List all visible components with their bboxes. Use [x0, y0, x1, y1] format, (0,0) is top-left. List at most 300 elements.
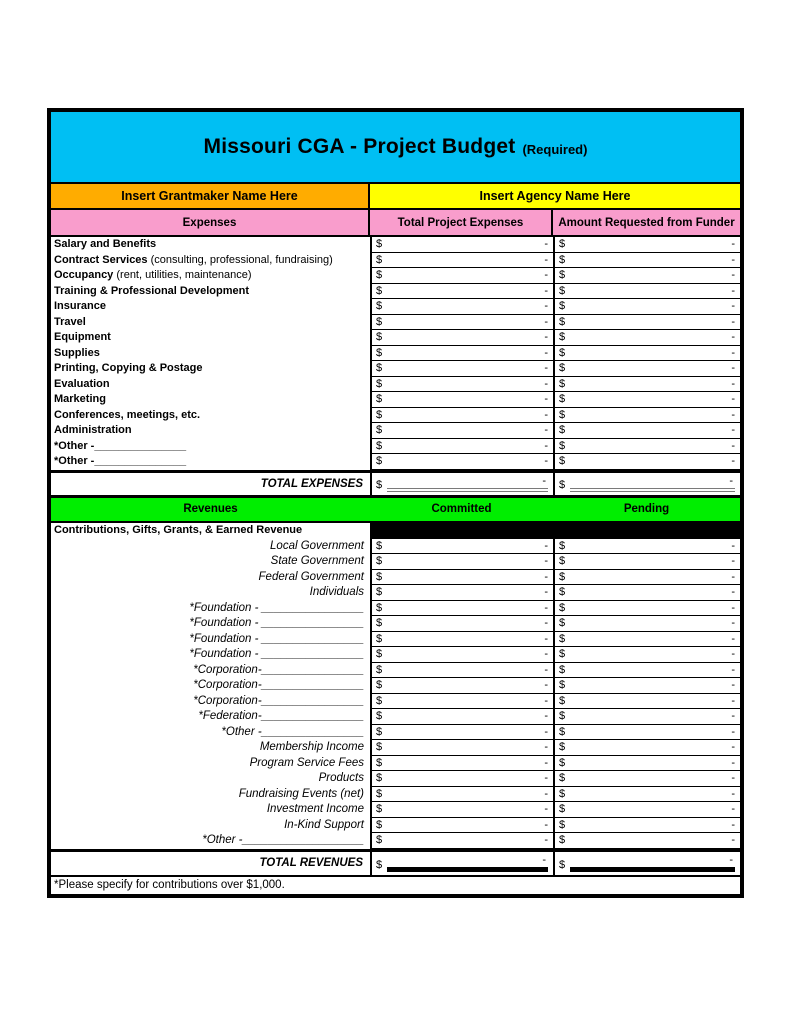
dollar-sign: $: [376, 315, 383, 328]
expense-label: Marketing: [54, 393, 106, 405]
revenue-row: [51, 771, 740, 787]
pending-cell[interactable]: [553, 694, 740, 710]
dollar-sign: $: [559, 269, 566, 282]
amount-value: -: [544, 315, 548, 328]
committed-cell[interactable]: [370, 740, 553, 756]
revenue-label: *Corporation-________________: [193, 694, 364, 707]
amount-value: -: [731, 300, 735, 313]
revenue-label: *Foundation - ________________: [189, 632, 364, 645]
amount-value: -: [544, 803, 548, 816]
dollar-sign: $: [559, 803, 566, 816]
revenue-row: [51, 756, 740, 772]
revenue-label: *Foundation - ________________: [189, 617, 364, 629]
expense-row: [51, 253, 740, 269]
expense-row: [51, 330, 740, 346]
amount-value: -: [731, 253, 735, 266]
amount-value: -: [544, 741, 548, 754]
amount-requested-cell[interactable]: [553, 346, 740, 362]
dollar-sign: $: [376, 586, 383, 599]
total-revenues-committed-cell: [370, 852, 553, 875]
expense-row: [51, 315, 740, 331]
dollar-sign: $: [559, 858, 566, 871]
dollar-sign: $: [376, 393, 383, 406]
amount-value: -: [731, 772, 735, 785]
revenue-label: *Foundation - ________________: [189, 601, 364, 614]
expense-row: [51, 361, 740, 377]
amount-value: -: [387, 475, 548, 492]
dollar-sign: $: [559, 617, 566, 630]
total-project-expenses-cell[interactable]: [370, 423, 553, 439]
revenue-row: [51, 539, 740, 555]
expense-label: Equipment: [54, 331, 111, 343]
revenue-row: [51, 678, 740, 694]
total-project-expenses-cell[interactable]: [370, 299, 553, 315]
revenue-rows: [51, 539, 740, 849]
dollar-sign: $: [376, 741, 383, 754]
committed-cell[interactable]: [370, 539, 553, 555]
total-expenses-requested-cell: [553, 473, 740, 495]
amount-value: -: [544, 300, 548, 313]
committed-cell[interactable]: [370, 787, 553, 803]
footnote-text: *Please specify for contributions over $1,000.: [54, 878, 285, 891]
amount-value: -: [731, 586, 735, 599]
section-black-bar: [370, 523, 740, 539]
revenue-label: *Corporation-________________: [193, 679, 364, 691]
total-project-expenses-cell[interactable]: [370, 408, 553, 424]
amount-value: -: [731, 570, 735, 583]
dollar-sign: $: [376, 803, 383, 816]
total-project-expenses-header: Total Project Expenses: [370, 210, 553, 235]
amount-value: -: [570, 475, 735, 492]
dollar-sign: $: [376, 617, 383, 630]
amount-value: -: [544, 632, 548, 645]
revenue-label: Individuals: [309, 586, 364, 598]
pending-cell[interactable]: [553, 616, 740, 632]
revenue-row: [51, 601, 740, 617]
revenue-label: Fundraising Events (net): [238, 787, 364, 800]
expense-row: [51, 439, 740, 455]
pending-cell[interactable]: [553, 678, 740, 694]
dollar-sign: $: [376, 772, 383, 785]
total-project-expenses-cell[interactable]: [370, 315, 553, 331]
total-project-expenses-cell[interactable]: [370, 284, 553, 300]
expense-row: [51, 284, 740, 300]
dollar-sign: $: [376, 555, 383, 568]
expense-row: [51, 346, 740, 362]
expense-label: Contract Services (consulting, professional, fundraising): [54, 253, 333, 266]
amount-requested-cell[interactable]: [553, 299, 740, 315]
amount-value: -: [731, 284, 735, 297]
revenue-row: [51, 725, 740, 741]
revenue-label: *Other -________________: [221, 725, 364, 738]
dollar-sign: $: [559, 253, 566, 266]
pending-cell[interactable]: [553, 802, 740, 818]
revenue-row: [51, 554, 740, 570]
expense-label: Printing, Copying & Postage: [54, 362, 203, 374]
total-project-expenses-cell[interactable]: [370, 454, 553, 470]
dollar-sign: $: [559, 586, 566, 599]
amount-requested-cell[interactable]: [553, 284, 740, 300]
amount-value: -: [731, 756, 735, 769]
dollar-sign: $: [559, 377, 566, 390]
dollar-sign: $: [559, 362, 566, 375]
amount-requested-cell[interactable]: [553, 377, 740, 393]
committed-cell[interactable]: [370, 756, 553, 772]
amount-value: -: [731, 834, 735, 847]
dollar-sign: $: [376, 362, 383, 375]
amount-value: -: [544, 284, 548, 297]
revenues-header-row: [51, 498, 740, 523]
amount-value: -: [544, 725, 548, 738]
amount-value: -: [731, 408, 735, 421]
dollar-sign: $: [376, 331, 383, 344]
dollar-sign: $: [559, 679, 566, 692]
pending-cell[interactable]: [553, 787, 740, 803]
revenue-row: [51, 787, 740, 803]
amount-value: -: [731, 455, 735, 468]
expense-row: [51, 268, 740, 284]
dollar-sign: $: [376, 834, 383, 847]
expense-label: Insurance: [54, 300, 106, 312]
pending-cell[interactable]: [553, 539, 740, 555]
amount-requested-cell[interactable]: [553, 423, 740, 439]
amount-value: -: [731, 694, 735, 707]
committed-cell[interactable]: [370, 632, 553, 648]
dollar-sign: $: [559, 478, 566, 491]
dollar-sign: $: [376, 238, 383, 251]
expense-label: Salary and Benefits: [54, 238, 157, 250]
total-project-expenses-cell[interactable]: [370, 330, 553, 346]
footnote-row: [51, 877, 740, 894]
dollar-sign: $: [376, 439, 383, 452]
title-required-note: (Required): [522, 141, 588, 157]
amount-value: -: [731, 663, 735, 676]
amount-value: -: [731, 439, 735, 452]
amount-value: -: [544, 818, 548, 831]
dollar-sign: $: [559, 818, 566, 831]
amount-value: -: [731, 741, 735, 754]
pending-cell[interactable]: [553, 818, 740, 834]
amount-value: -: [731, 617, 735, 630]
page-title: Missouri CGA - Project Budget: [203, 135, 516, 158]
revenue-label: Investment Income: [266, 803, 364, 815]
amount-value: -: [731, 601, 735, 614]
dollar-sign: $: [376, 346, 383, 359]
revenue-row: [51, 632, 740, 648]
total-project-expenses-cell[interactable]: [370, 392, 553, 408]
dollar-sign: $: [559, 756, 566, 769]
dollar-sign: $: [559, 601, 566, 614]
committed-header: Committed: [431, 503, 492, 515]
amount-value: -: [544, 555, 548, 568]
dollar-sign: $: [559, 284, 566, 297]
dollar-sign: $: [559, 787, 566, 800]
dollar-sign: $: [559, 331, 566, 344]
revenue-label: *Other -___________________: [202, 834, 364, 846]
dollar-sign: $: [376, 377, 383, 390]
names-row: [51, 184, 740, 210]
pending-cell[interactable]: [553, 601, 740, 617]
dollar-sign: $: [559, 408, 566, 421]
total-revenues-pending-cell: [553, 852, 740, 875]
total-expenses-project-cell: [370, 473, 553, 495]
dollar-sign: $: [559, 741, 566, 754]
amount-requested-cell[interactable]: [553, 237, 740, 253]
revenue-label: Federal Government: [258, 570, 364, 583]
revenue-label: Products: [318, 772, 364, 784]
expense-label: Administration: [54, 424, 132, 436]
dollar-sign: $: [376, 570, 383, 583]
amount-value: -: [544, 694, 548, 707]
amount-value: -: [731, 238, 735, 251]
amount-value: -: [544, 346, 548, 359]
amount-value: -: [731, 679, 735, 692]
amount-value: -: [731, 539, 735, 552]
amount-value: -: [544, 772, 548, 785]
total-project-expenses-cell[interactable]: [370, 346, 553, 362]
committed-cell[interactable]: [370, 802, 553, 818]
amount-value: -: [544, 710, 548, 723]
amount-value: -: [731, 393, 735, 406]
committed-cell[interactable]: [370, 833, 553, 849]
revenues-header-label: Revenues: [183, 503, 238, 515]
committed-cell[interactable]: [370, 585, 553, 601]
total-revenues-row: [51, 849, 740, 877]
revenue-label: State Government: [270, 555, 364, 567]
amount-value: -: [731, 710, 735, 723]
amount-value: -: [544, 269, 548, 282]
committed-cell[interactable]: [370, 647, 553, 663]
amount-value: -: [731, 632, 735, 645]
expenses-header-label: Expenses: [51, 210, 370, 235]
expense-row: [51, 408, 740, 424]
amount-value: -: [544, 617, 548, 630]
dollar-sign: $: [559, 539, 566, 552]
dollar-sign: $: [559, 315, 566, 328]
amount-value: -: [544, 238, 548, 251]
amount-requested-cell[interactable]: [553, 408, 740, 424]
amount-value: -: [544, 679, 548, 692]
total-expenses-label: TOTAL EXPENSES: [260, 477, 363, 490]
dollar-sign: $: [376, 679, 383, 692]
revenue-row: [51, 818, 740, 834]
amount-value: -: [731, 818, 735, 831]
pending-cell[interactable]: [553, 570, 740, 586]
expense-label: Travel: [54, 315, 86, 328]
amount-value: -: [731, 362, 735, 375]
committed-cell[interactable]: [370, 771, 553, 787]
total-expenses-row: [51, 470, 740, 498]
amount-value: -: [731, 331, 735, 344]
contributions-section-label: Contributions, Gifts, Grants, & Earned Revenue: [54, 523, 303, 536]
total-project-expenses-cell[interactable]: [370, 237, 553, 253]
committed-cell[interactable]: [370, 616, 553, 632]
dollar-sign: $: [376, 694, 383, 707]
amount-value: -: [544, 455, 548, 468]
amount-value: -: [544, 756, 548, 769]
amount-value: -: [544, 377, 548, 390]
committed-cell[interactable]: [370, 663, 553, 679]
title-band: [51, 112, 740, 184]
amount-value: -: [544, 586, 548, 599]
revenue-row: [51, 802, 740, 818]
amount-requested-cell[interactable]: [553, 439, 740, 455]
pending-cell[interactable]: [553, 632, 740, 648]
amount-value: -: [387, 854, 548, 872]
expense-label: *Other -_______________: [54, 439, 187, 452]
dollar-sign: $: [559, 632, 566, 645]
amount-value: -: [544, 424, 548, 437]
total-project-expenses-cell[interactable]: [370, 377, 553, 393]
amount-value: -: [570, 854, 735, 872]
dollar-sign: $: [376, 756, 383, 769]
dollar-sign: $: [376, 253, 383, 266]
total-project-expenses-cell[interactable]: [370, 253, 553, 269]
pending-cell[interactable]: [553, 709, 740, 725]
amount-value: -: [544, 331, 548, 344]
amount-value: -: [544, 362, 548, 375]
amount-value: -: [731, 648, 735, 661]
dollar-sign: $: [559, 694, 566, 707]
dollar-sign: $: [559, 710, 566, 723]
dollar-sign: $: [376, 284, 383, 297]
expense-row: [51, 392, 740, 408]
pending-cell[interactable]: [553, 725, 740, 741]
revenue-row: [51, 833, 740, 849]
amount-requested-cell[interactable]: [553, 330, 740, 346]
pending-cell[interactable]: [553, 554, 740, 570]
amount-requested-cell[interactable]: [553, 392, 740, 408]
committed-cell[interactable]: [370, 818, 553, 834]
dollar-sign: $: [376, 725, 383, 738]
dollar-sign: $: [376, 455, 383, 468]
committed-cell[interactable]: [370, 709, 553, 725]
pending-cell[interactable]: [553, 663, 740, 679]
committed-cell[interactable]: [370, 725, 553, 741]
pending-cell[interactable]: [553, 647, 740, 663]
pending-cell[interactable]: [553, 771, 740, 787]
total-project-expenses-cell[interactable]: [370, 439, 553, 455]
total-project-expenses-cell[interactable]: [370, 268, 553, 284]
amount-value: -: [731, 315, 735, 328]
amount-requested-cell[interactable]: [553, 253, 740, 269]
agency-name-cell[interactable]: Insert Agency Name Here: [370, 184, 740, 208]
amount-value: -: [544, 648, 548, 661]
amount-value: -: [731, 555, 735, 568]
amount-requested-cell[interactable]: [553, 268, 740, 284]
committed-cell[interactable]: [370, 601, 553, 617]
amount-value: -: [731, 803, 735, 816]
grantmaker-name-cell[interactable]: Insert Grantmaker Name Here: [51, 184, 370, 208]
revenue-label: *Corporation-________________: [193, 663, 364, 676]
expense-label: Evaluation: [54, 377, 110, 390]
expense-label: Conferences, meetings, etc.: [54, 408, 201, 421]
dollar-sign: $: [559, 393, 566, 406]
dollar-sign: $: [559, 772, 566, 785]
dollar-sign: $: [376, 787, 383, 800]
dollar-sign: $: [376, 858, 383, 871]
expense-label: Supplies: [54, 346, 100, 359]
amount-value: -: [544, 570, 548, 583]
dollar-sign: $: [559, 570, 566, 583]
dollar-sign: $: [559, 300, 566, 313]
dollar-sign: $: [376, 424, 383, 437]
revenue-row: [51, 647, 740, 663]
expense-row: [51, 423, 740, 439]
pending-cell[interactable]: [553, 756, 740, 772]
total-revenues-label: TOTAL REVENUES: [259, 857, 363, 869]
committed-cell[interactable]: [370, 694, 553, 710]
contributions-section-row: [51, 523, 740, 539]
amount-value: -: [544, 408, 548, 421]
committed-cell[interactable]: [370, 678, 553, 694]
pending-cell[interactable]: [553, 833, 740, 849]
revenue-row: [51, 616, 740, 632]
dollar-sign: $: [376, 632, 383, 645]
revenue-row: [51, 663, 740, 679]
revenue-label: Local Government: [270, 539, 364, 552]
amount-value: -: [731, 424, 735, 437]
expense-row: [51, 237, 740, 253]
dollar-sign: $: [559, 455, 566, 468]
dollar-sign: $: [376, 539, 383, 552]
amount-value: -: [544, 393, 548, 406]
amount-requested-cell[interactable]: [553, 315, 740, 331]
expense-label: Training & Professional Development: [54, 284, 249, 297]
amount-requested-cell[interactable]: [553, 454, 740, 470]
amount-requested-cell[interactable]: [553, 361, 740, 377]
amount-value: -: [731, 725, 735, 738]
revenue-row: [51, 740, 740, 756]
dollar-sign: $: [376, 663, 383, 676]
revenue-row: [51, 694, 740, 710]
revenue-label: Membership Income: [259, 741, 364, 753]
amount-value: -: [544, 787, 548, 800]
committed-cell[interactable]: [370, 570, 553, 586]
budget-sheet: [47, 108, 744, 898]
expense-row: [51, 299, 740, 315]
amount-value: -: [731, 787, 735, 800]
total-project-expenses-cell[interactable]: [370, 361, 553, 377]
expense-label: Occupancy (rent, utilities, maintenance): [54, 269, 252, 281]
dollar-sign: $: [559, 346, 566, 359]
dollar-sign: $: [559, 555, 566, 568]
dollar-sign: $: [559, 424, 566, 437]
dollar-sign: $: [376, 710, 383, 723]
pending-cell[interactable]: [553, 740, 740, 756]
revenue-row: [51, 570, 740, 586]
pending-header: Pending: [623, 503, 670, 515]
revenue-label: In-Kind Support: [284, 818, 364, 831]
dollar-sign: $: [559, 663, 566, 676]
amount-value: -: [731, 269, 735, 282]
pending-cell[interactable]: [553, 585, 740, 601]
expense-row: [51, 454, 740, 470]
revenue-label: *Federation-________________: [198, 710, 364, 722]
committed-cell[interactable]: [370, 554, 553, 570]
revenue-label: *Foundation - ________________: [189, 648, 364, 660]
amount-value: -: [731, 346, 735, 359]
expense-row: [51, 377, 740, 393]
dollar-sign: $: [559, 834, 566, 847]
dollar-sign: $: [376, 601, 383, 614]
amount-value: -: [544, 439, 548, 452]
dollar-sign: $: [559, 439, 566, 452]
dollar-sign: $: [559, 725, 566, 738]
dollar-sign: $: [376, 648, 383, 661]
amount-requested-header: Amount Requested from Funder: [558, 216, 735, 229]
dollar-sign: $: [376, 300, 383, 313]
